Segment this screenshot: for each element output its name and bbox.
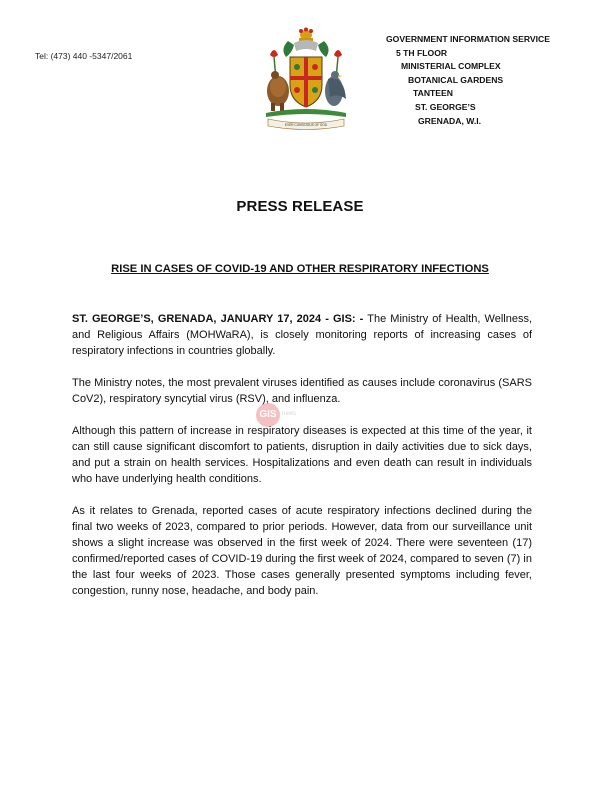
paragraph-grenada-cases: As it relates to Grenada, reported cases of acute respiratory infections declined during the final two weeks of 2023, compared to prior periods. However, data from our surveillance unit shows a slight increase was observed in the first week of 2024. There were seventeen (17) confirmed/reported cases of COVID-19 during the first week of 2024, compared to seven (7) in the last four weeks of 2023. Those cases generally presented symptoms including fever, congestion, runny nose, headache, and body pain.	[72, 505, 532, 597]
address-line: TANTEEN	[413, 88, 453, 99]
agency-address-block	[380, 33, 580, 128]
gis-logo-icon: GIS	[256, 403, 280, 427]
address-line: 5 TH FLOOR	[396, 47, 448, 58]
paragraph-seasonal-pattern: Although this pattern of increase in respiratory diseases is expected at this time of the year, it can still cause significant discomfort to patients, disruption in daily activities due to sick days, and put a strain on health services. Hospitalizations and even death can result in individuals who have underlying health conditions.	[72, 425, 532, 485]
address-line: MINISTERIAL COMPLEX	[401, 61, 501, 72]
grenada-coat-of-arms-emblem	[258, 27, 354, 133]
release-headline: RISE IN CASES OF COVID-19 AND OTHER RESPIRATORY INFECTIONS	[111, 263, 489, 275]
coat-of-arms-icon	[258, 27, 354, 133]
paragraph-viruses: The Ministry notes, the most prevalent viruses identified as causes include coronavirus (SARS CoV2), respiratory syncytial virus (RSV), and influenza.	[72, 377, 532, 405]
press-release-body	[72, 311, 532, 615]
address-line: ST. GEORGE’S	[415, 101, 476, 112]
svg-text:EVER CONSCIOUS OF GOD: EVER CONSCIOUS OF GOD	[284, 123, 328, 127]
address-line: GRENADA, W.I.	[418, 115, 482, 126]
address-line: GOVERNMENT INFORMATION SERVICE	[386, 34, 550, 44]
page-title: PRESS RELEASE	[236, 198, 364, 215]
address-line: BOTANICAL GARDENS	[408, 74, 504, 85]
watermark-label: news	[282, 411, 297, 417]
dateline: ST. GEORGE’S, GRENADA, JANUARY 17, 2024 - GIS: -	[72, 313, 364, 325]
intro-text: The Ministry of Health, Wellness, and Religious Affairs (MOHWaRA), is closely monitoring reports of increasing cases of respiratory infections in countries globally.	[72, 313, 533, 357]
telephone-number: Tel: (473) 440 -5347/2061	[35, 51, 133, 61]
paragraph-intro	[72, 311, 532, 359]
